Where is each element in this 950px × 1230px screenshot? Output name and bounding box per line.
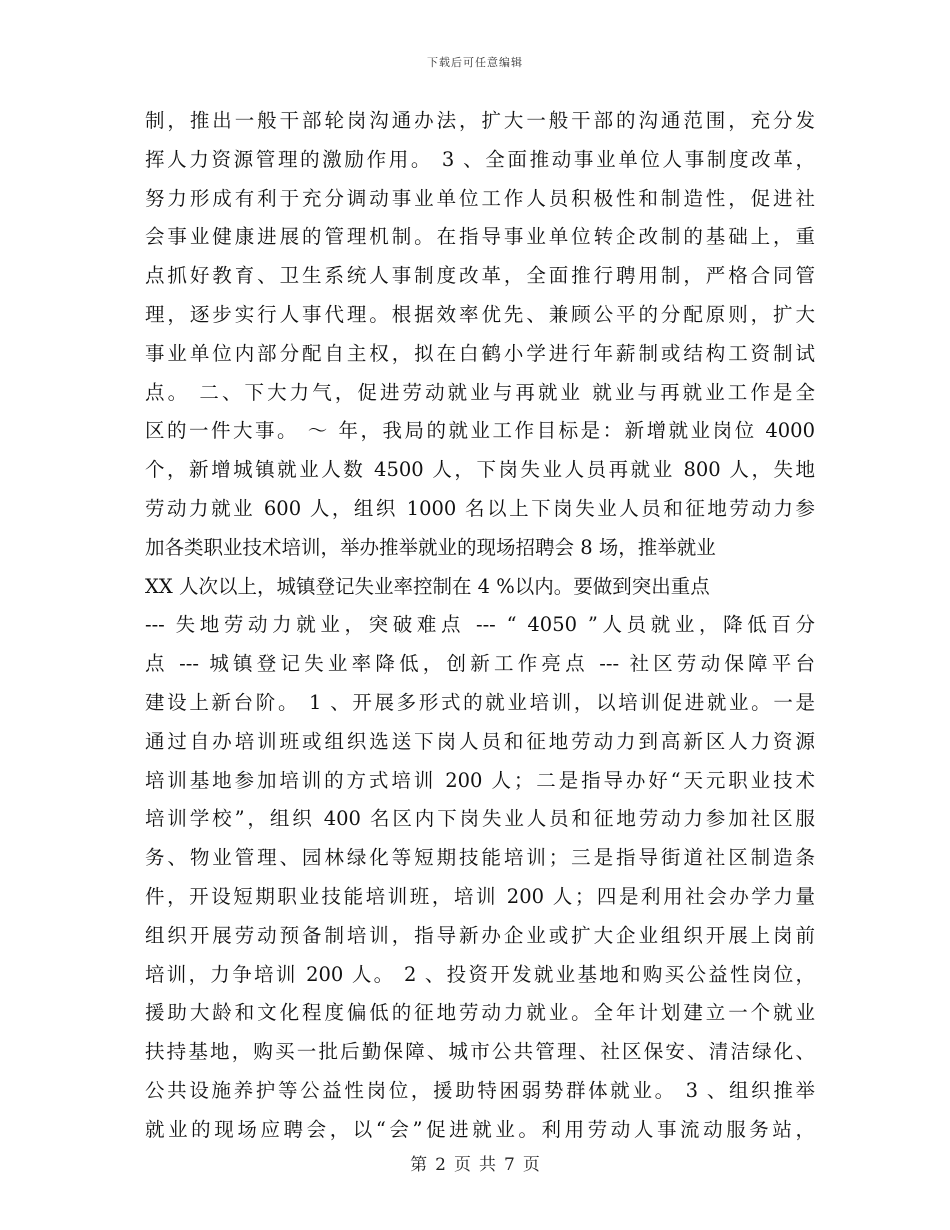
body-line: 组织开展劳动预备制培训，指导新办企业或扩大企业组织开展上岗前 (145, 923, 815, 947)
body-line: 加各类职业技术培训，举办推举就业的现场招聘会 8 场，推举就业 (145, 535, 716, 559)
body-line: 劳动力就业 600 人，组织 1000 名以上下岗失业人员和征地劳动力参 (145, 496, 815, 520)
footer-page-number: 2 (435, 1155, 446, 1175)
footer-total-pages: 7 (504, 1155, 515, 1175)
footer-prefix: 第 (410, 1155, 428, 1175)
body-line: 制，推出一般干部轮岗沟通办法，扩大一般干部的沟通范围，充分发 (145, 109, 815, 132)
body-line: 挥人力资源管理的激励作用。 3 、全面推动事业单位人事制度改革， (145, 147, 815, 171)
body-line: 就业的现场应聘会，以“会”促进就业。利用劳动人事流动服务站， (145, 1117, 815, 1141)
document-body (145, 102, 815, 1150)
body-line: 点。 二、下大力气，促进劳动就业与再就业 就业与再就业工作是全 (145, 380, 815, 404)
body-line: 扶持基地，购买一批后勤保障、城市公共管理、社区保安、清洁绿化、 (145, 1040, 815, 1064)
body-line: 培训学校”，组织 400 名区内下岗失业人员和征地劳动力参加社区服 (145, 807, 815, 831)
footer-total-unit: 页 (522, 1155, 540, 1175)
body-line: 区的一件大事。 ～ 年，我局的就业工作目标是：新增就业岗位 4000 (145, 419, 815, 443)
body-line: 点抓好教育、卫生系统人事制度改革，全面推行聘用制，严格合同管 (145, 264, 815, 288)
body-line: 会事业健康进展的管理机制。在指导事业单位转企改制的基础上，重 (145, 225, 815, 249)
footer-page-unit: 页 (454, 1155, 471, 1175)
body-line: 努力形成有利于充分调动事业单位工作人员积极性和制造性，促进社 (145, 186, 815, 210)
body-line: 公共设施养护等公益性岗位，援助特困弱势群体就业。 3 、组织推举 (145, 1078, 815, 1102)
body-line: 点 --- 城镇登记失业率降低，创新工作亮点 --- 社区劳动保障平台 (145, 652, 815, 676)
body-line: 务、物业管理、园林绿化等短期技能培训；三是指导街道社区制造条 (145, 846, 815, 870)
body-line: 建设上新台阶。 1 、开展多形式的就业培训，以培训促进就业。一是 (145, 690, 815, 714)
body-line: 理，逐步实行人事代理。根据效率优先、兼顾公平的分配原则，扩大 (145, 302, 815, 326)
body-line: 通过自办培训班或组织选送下岗人员和征地劳动力到高新区人力资源 (145, 729, 815, 753)
body-line: --- 失地劳动力就业，突破难点 --- “ 4050 ”人员就业，降低百分 (145, 613, 815, 637)
body-line: 培训基地参加培训的方式培训 200 人；二是指导办好“天元职业技术 (145, 768, 815, 792)
body-line: 援助大龄和文化程度偏低的征地劳动力就业。全年计划建立一个就业 (145, 1001, 815, 1025)
footer-total-prefix: 共 (479, 1155, 496, 1175)
page-footer (0, 1150, 950, 1175)
body-line: 事业单位内部分配自主权，拟在白鹤小学进行年薪制或结构工资制试 (145, 341, 815, 365)
body-line: 个，新增城镇就业人数 4500 人，下岗失业人员再就业 800 人，失地 (145, 458, 815, 482)
body-line: XX 人次以上，城镇登记失业率控制在 4 %以内。要做到突出重点 (145, 574, 710, 598)
page-header-note: 下载后可任意编辑 (427, 56, 523, 69)
body-line: 培训，力争培训 200 人。 2 、投资开发就业基地和购买公益性岗位， (145, 962, 815, 986)
body-line: 件，开设短期职业技能培训班，培训 200 人；四是利用社会办学力量 (145, 884, 815, 908)
